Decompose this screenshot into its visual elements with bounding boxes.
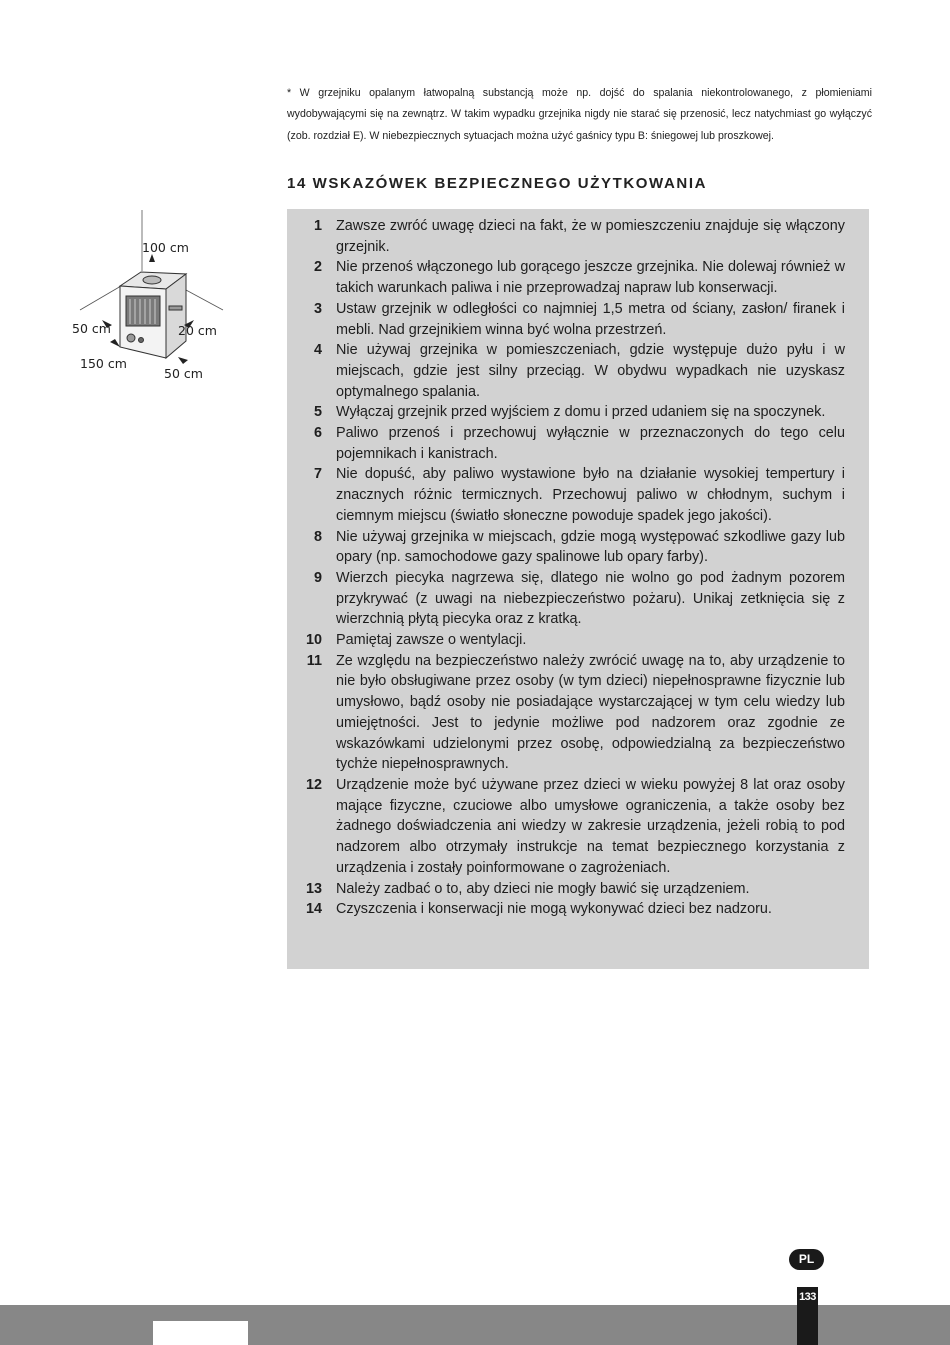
item-number: 14 xyxy=(305,901,322,918)
item-number: 5 xyxy=(313,404,322,421)
list-item xyxy=(287,899,869,920)
item-text: Paliwo przenoś i przechowuj wyłącznie w przeznaczonych do tego celu pojemnikach i kanistrach. xyxy=(336,425,845,462)
item-text: Ustaw grzejnik w odległości co najmniej 1,5 metra od ściany, zasłon/ firanek i mebli. Nad grzejnikiem winna być wolna przestrzeń. xyxy=(336,300,845,338)
list-item xyxy=(287,464,869,526)
item-text: Pamiętaj zawsze o wentylacji. xyxy=(336,632,527,649)
safety-tips-box xyxy=(287,209,869,969)
item-number: 11 xyxy=(306,652,322,669)
safety-tips-list xyxy=(287,209,869,920)
list-item xyxy=(287,527,869,568)
item-text: Zawsze zwróć uwagę dzieci na fakt, że w pomieszczeniu znajduje się włączony grzejnik. xyxy=(336,218,845,255)
item-text: Nie dopuść, aby paliwo wystawione było na działanie wysokiej tempertury i znacznych różnic termicznych. Przechowuj paliwo w chłodnym, suchym i ciemnym miejscu (światło słoneczne powoduje spadek jego jakości). xyxy=(336,466,845,524)
item-number: 3 xyxy=(313,300,322,317)
item-number: 1 xyxy=(313,218,322,234)
item-number: 6 xyxy=(313,425,322,442)
language-badge: PL xyxy=(789,1249,824,1270)
section-title: 14 WSKAZÓWEK BEZPIECZNEGO UŻYTKOWANIA xyxy=(287,175,708,192)
item-number: 2 xyxy=(313,259,322,276)
item-number: 9 xyxy=(313,569,322,586)
list-item xyxy=(287,775,869,879)
list-item xyxy=(287,402,869,423)
footnote: * W grzejniku opalanym łatwopalną substancją może np. dojść do spalania niekontrolowanego, z płomieniami wydobywającymi się na zewnątrz. W takim wypadku grzejnika nigdy nie starać się przenosić, lecz natychmiast go wyłączyć (zob. rozdział E). W niebezpiecznych sytuacjach można użyć gaśnicy typu B: śniegowej lub proszkowej. xyxy=(287,86,872,142)
item-text: Należy zadbać o to, aby dzieci nie mogły bawić się urządzeniem. xyxy=(336,880,750,897)
page-number: 133 xyxy=(799,1291,816,1303)
item-number: 7 xyxy=(313,466,322,483)
list-item xyxy=(287,423,869,464)
item-number: 8 xyxy=(313,528,322,545)
list-item xyxy=(287,340,869,402)
item-text: Nie przenoś włączonego lub gorącego jeszcze grzejnika. Nie dolewaj również w takich warunkach paliwa i nie przeprowadzaj napraw lub konserwacji. xyxy=(336,259,845,297)
list-item xyxy=(287,568,869,630)
item-text: Nie używaj grzejnika w pomieszczeniach, gdzie występuje dużo pyłu i w miejscach, gdzie jest silny przeciąg. W obydwu wypadkach nie uzyskasz optymalnego spalania. xyxy=(336,342,845,400)
list-item xyxy=(287,630,869,651)
list-item xyxy=(287,651,869,775)
list-item xyxy=(287,216,869,257)
list-item xyxy=(287,879,869,900)
clearance-label-bottom-left: 150 cm xyxy=(80,356,127,371)
item-text: Wierzch piecyka nagrzewa się, dlatego nie wolno go pod żadnym pozorem przykrywać (z uwagi na niebezpieczeństwo pożaru). Unikaj zetknięcia się z wierzchnią płytą piecyka oraz z kratką. xyxy=(336,569,845,628)
item-text: Wyłączaj grzejnik przed wyjściem z domu i przed udaniem się na spoczynek. xyxy=(336,404,826,421)
item-number: 12 xyxy=(305,776,322,793)
item-text: Czyszczenia i konserwacji nie mogą wykonywać dzieci bez nadzoru. xyxy=(336,901,772,918)
list-item xyxy=(287,257,869,298)
item-text: Ze względu na bezpieczeństwo należy zwrócić uwagę na to, aby urządzenie to nie było obsługiwane przez osoby (w tym dzieci) niepełnosprawne fizycznie lub umysłowo, bądź osoby nie posiadające wystarczającej w tym celu wiedzy lub umiejętności. Jest to jedynie możliwe pod nadzorem oraz zgodnie ze wskazówkami udzielonymi przez osobę, odpowiedzialną za bezpieczeństwo tychże niepełnosprawnych. xyxy=(336,652,845,773)
clearance-diagram xyxy=(68,208,233,388)
item-number: 4 xyxy=(313,342,322,359)
item-text: Urządzenie może być używane przez dzieci w wieku powyżej 8 lat oraz osoby mające fizyczne, czuciowe albo umysłowe ograniczenia, a także osoby bez żadnego doświadczenia ani wiedzy w zakresie urządzenia, jeżeli robią to pod nadzorem albo otrzymały instrukcje na temat bezpiecznego korzystania z urządzenia i zostały poinformowane o zagrożeniach. xyxy=(336,776,845,876)
clearance-label-top: 100 cm xyxy=(142,240,189,255)
clearance-label-left: 50 cm xyxy=(72,321,111,336)
list-item xyxy=(287,299,869,340)
clearance-label-bottom-right: 50 cm xyxy=(164,366,203,381)
item-text: Nie używaj grzejnika w miejscach, gdzie mogą występować szkodliwe gazy lub opary (np. samochodowe gazy spalinowe lub opary farby). xyxy=(336,528,845,566)
clearance-label-right: 20 cm xyxy=(178,323,217,338)
footer-white-block xyxy=(153,1321,248,1345)
heater-icon xyxy=(120,272,186,358)
item-number: 10 xyxy=(305,632,322,649)
item-number: 13 xyxy=(305,880,322,897)
